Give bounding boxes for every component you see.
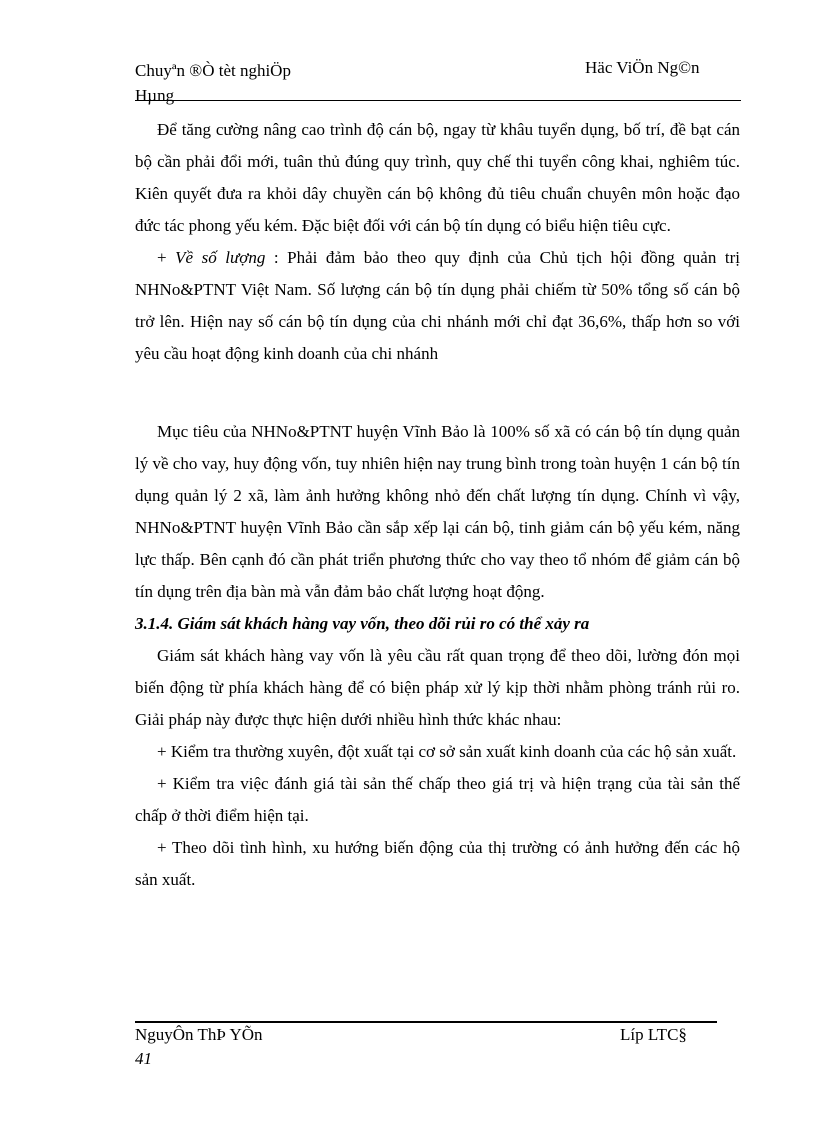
running-header-right: Häc ViÖn Ng©n (585, 58, 700, 77)
quantity-text: : Phải đảm bảo theo quy định của Chủ tịch hội đồng quản trị NHNo&PTNT Việt Nam. Số lượng cán bộ tín dụng phải chiếm từ 50% tổng số cán bộ trở lên. Hiện nay số cán bộ tín dụng của chi nhánh mới chỉ đạt 36,6%, thấp hơn so với yêu cầu hoạt động kinh doanh của chi nhánh (135, 248, 740, 363)
list-item-inspection: + Kiểm tra thường xuyên, đột xuất tại cơ sở sản xuất kinh doanh của các hộ sản xuất. (157, 742, 737, 761)
paragraph-target: Mục tiêu của NHNo&PTNT huyện Vĩnh Bảo là 100% số xã có cán bộ tín dụng quản lý về cho vay, huy động vốn, tuy nhiên hiện nay trung bình trong toàn huyện 1 cán bộ tín dụng quản lý 2 xã, làm ảnh hưởng không nhỏ đến chất lượng tín dụng. Chính vì vậy, NHNo&PTNT huyện Vĩnh Bảo cần sắp xếp lại cán bộ, tinh giảm cán bộ yếu kém, năng lực thấp. Bên cạnh đó cần phát triển phương thức cho vay theo tổ nhóm để giảm cán bộ tín dụng trên địa bàn mà vẫn đảm bảo chất lượng hoạt động. (135, 422, 740, 601)
header-divider (135, 100, 741, 101)
paragraph-monitoring-intro: Giám sát khách hàng vay vốn là yêu cầu rất quan trọng để theo dõi, lường đón mọi biến động từ phía khách hàng để có biện pháp xử lý kịp thời nhằm phòng tránh rủi ro. Giải pháp này được thực hiện dưới nhiều hình thức khác nhau: (135, 646, 740, 729)
footer-author: NguyÔn ThÞ YÕn (135, 1025, 263, 1044)
page-number: 41 (135, 1049, 152, 1068)
header-title-line2: Hµng (135, 86, 175, 105)
footer-class: Líp LTC§ (620, 1025, 687, 1044)
paragraph-staff-quantity (135, 242, 740, 370)
section-heading: 3.1.4. Giám sát khách hàng vay vốn, theo dõi rủi ro có thể xảy ra (135, 614, 590, 633)
list-item-market: + Theo dõi tình hình, xu hướng biến động của thị trường có ảnh hưởng đến các hộ sản xuất. (135, 838, 740, 889)
quantity-label: Về số lượng (175, 248, 266, 267)
list-item-collateral: + Kiểm tra việc đánh giá tài sản thế chấp theo giá trị và hiện trạng của tài sản thế chấp ở thời điểm hiện tại. (135, 774, 740, 825)
footer-divider (135, 1021, 717, 1023)
header-title-line1: Chuyªn ®Ò tèt nghiÖp (135, 61, 291, 80)
paragraph-staff-training: Để tăng cường nâng cao trình độ cán bộ, ngay từ khâu tuyển dụng, bố trí, đề bạt cán bộ cần phải đổi mới, tuân thủ đúng quy trình, quy chế thi tuyển công khai, nghiêm túc. Kiên quyết đưa ra khỏi dây chuyền cán bộ không đủ tiêu chuẩn chuyên môn hoặc đạo đức tác phong yếu kém. Đặc biệt đối với cán bộ tín dụng có biểu hiện tiêu cực. (135, 120, 740, 235)
bullet-prefix: + (157, 248, 176, 267)
paragraph-spacer (135, 370, 740, 416)
page-body (135, 114, 740, 896)
